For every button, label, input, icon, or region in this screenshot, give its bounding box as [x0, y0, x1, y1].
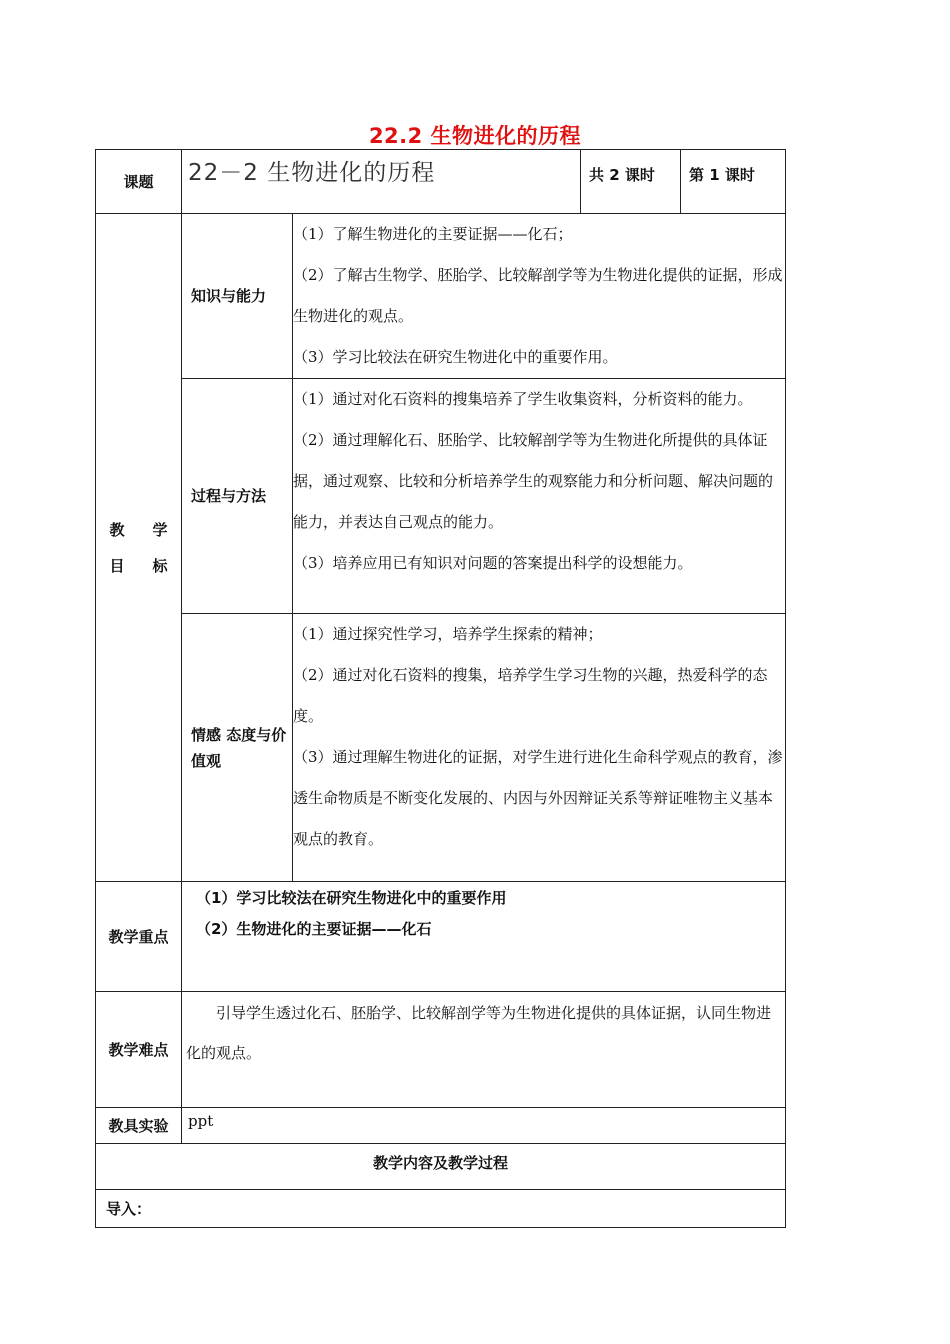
- emotion-content: [293, 614, 786, 882]
- difficulties-label: 教学难点: [96, 992, 182, 1108]
- lesson-plan-table: [95, 149, 786, 1228]
- key-points-row: [96, 882, 786, 992]
- emotion-item: （2）通过对化石资料的搜集，培养学生学习生物的兴趣，热爱科学的态度。: [293, 666, 768, 725]
- emotion-row: [96, 614, 786, 882]
- knowledge-item: （3）学习比较法在研究生物进化中的重要作用。: [293, 348, 618, 366]
- total-hours: 共 2 课时: [581, 150, 681, 214]
- course-title: 22－2 生物进化的历程: [182, 150, 581, 214]
- knowledge-item: （1）了解生物进化的主要证据——化石；: [293, 225, 573, 243]
- course-label: 课题: [96, 150, 182, 214]
- process-item: （2）通过理解化石、胚胎学、比较解剖学等为生物进化所提供的具体证据，通过观察、比较和分析培养学生的观察能力和分析问题、解决问题的能力，并表达自己观点的能力。: [293, 431, 774, 531]
- key-points-label: 教学重点: [96, 882, 182, 992]
- process-content: [293, 379, 786, 614]
- intro-row: [96, 1190, 786, 1228]
- difficulties-content: 引导学生透过化石、胚胎学、比较解剖学等为生物进化提供的具体证据，认同生物进化的观点。: [182, 992, 786, 1108]
- process-item: （3）培养应用已有知识对问题的答案提出科学的设想能力。: [293, 554, 693, 572]
- emotion-item: （3）通过理解生物进化的证据，对学生进行进化生命科学观点的教育，渗透生命物质是不断变化发展的、内因与外因辩证关系等辩证唯物主义基本观点的教育。: [293, 748, 783, 848]
- difficulties-row: [96, 992, 786, 1108]
- objectives-label: 教 学 目 标: [96, 214, 182, 882]
- process-label: 过程与方法: [182, 379, 293, 614]
- equipment-row: [96, 1108, 786, 1144]
- process-item: （1）通过对化石资料的搜集培养了学生收集资料，分析资料的能力。: [293, 390, 753, 408]
- process-header-row: [96, 1144, 786, 1190]
- emotion-item: （1）通过探究性学习，培养学生探索的精神；: [293, 625, 603, 643]
- equipment-value: ppt: [182, 1108, 786, 1144]
- key-points-content: [182, 882, 786, 992]
- document-title: 22.2 生物进化的历程: [368, 124, 582, 148]
- process-row: [96, 379, 786, 614]
- course-row: [96, 150, 786, 214]
- key-point-item: （1）学习比较法在研究生物进化中的重要作用: [196, 889, 507, 907]
- equipment-label: 教具实验: [96, 1108, 182, 1144]
- knowledge-label: 知识与能力: [182, 214, 293, 379]
- process-header: 教学内容及教学过程: [96, 1144, 786, 1190]
- emotion-label: 情感 态度与价值观: [182, 614, 293, 882]
- intro-label: 导入：: [96, 1190, 786, 1228]
- knowledge-content: [293, 214, 786, 379]
- current-hour: 第 1 课时: [681, 150, 786, 214]
- knowledge-row: [96, 214, 786, 379]
- key-point-item: （2）生物进化的主要证据——化石: [196, 920, 432, 938]
- knowledge-item: （2）了解古生物学、胚胎学、比较解剖学等为生物进化提供的证据，形成生物进化的观点。: [293, 266, 783, 325]
